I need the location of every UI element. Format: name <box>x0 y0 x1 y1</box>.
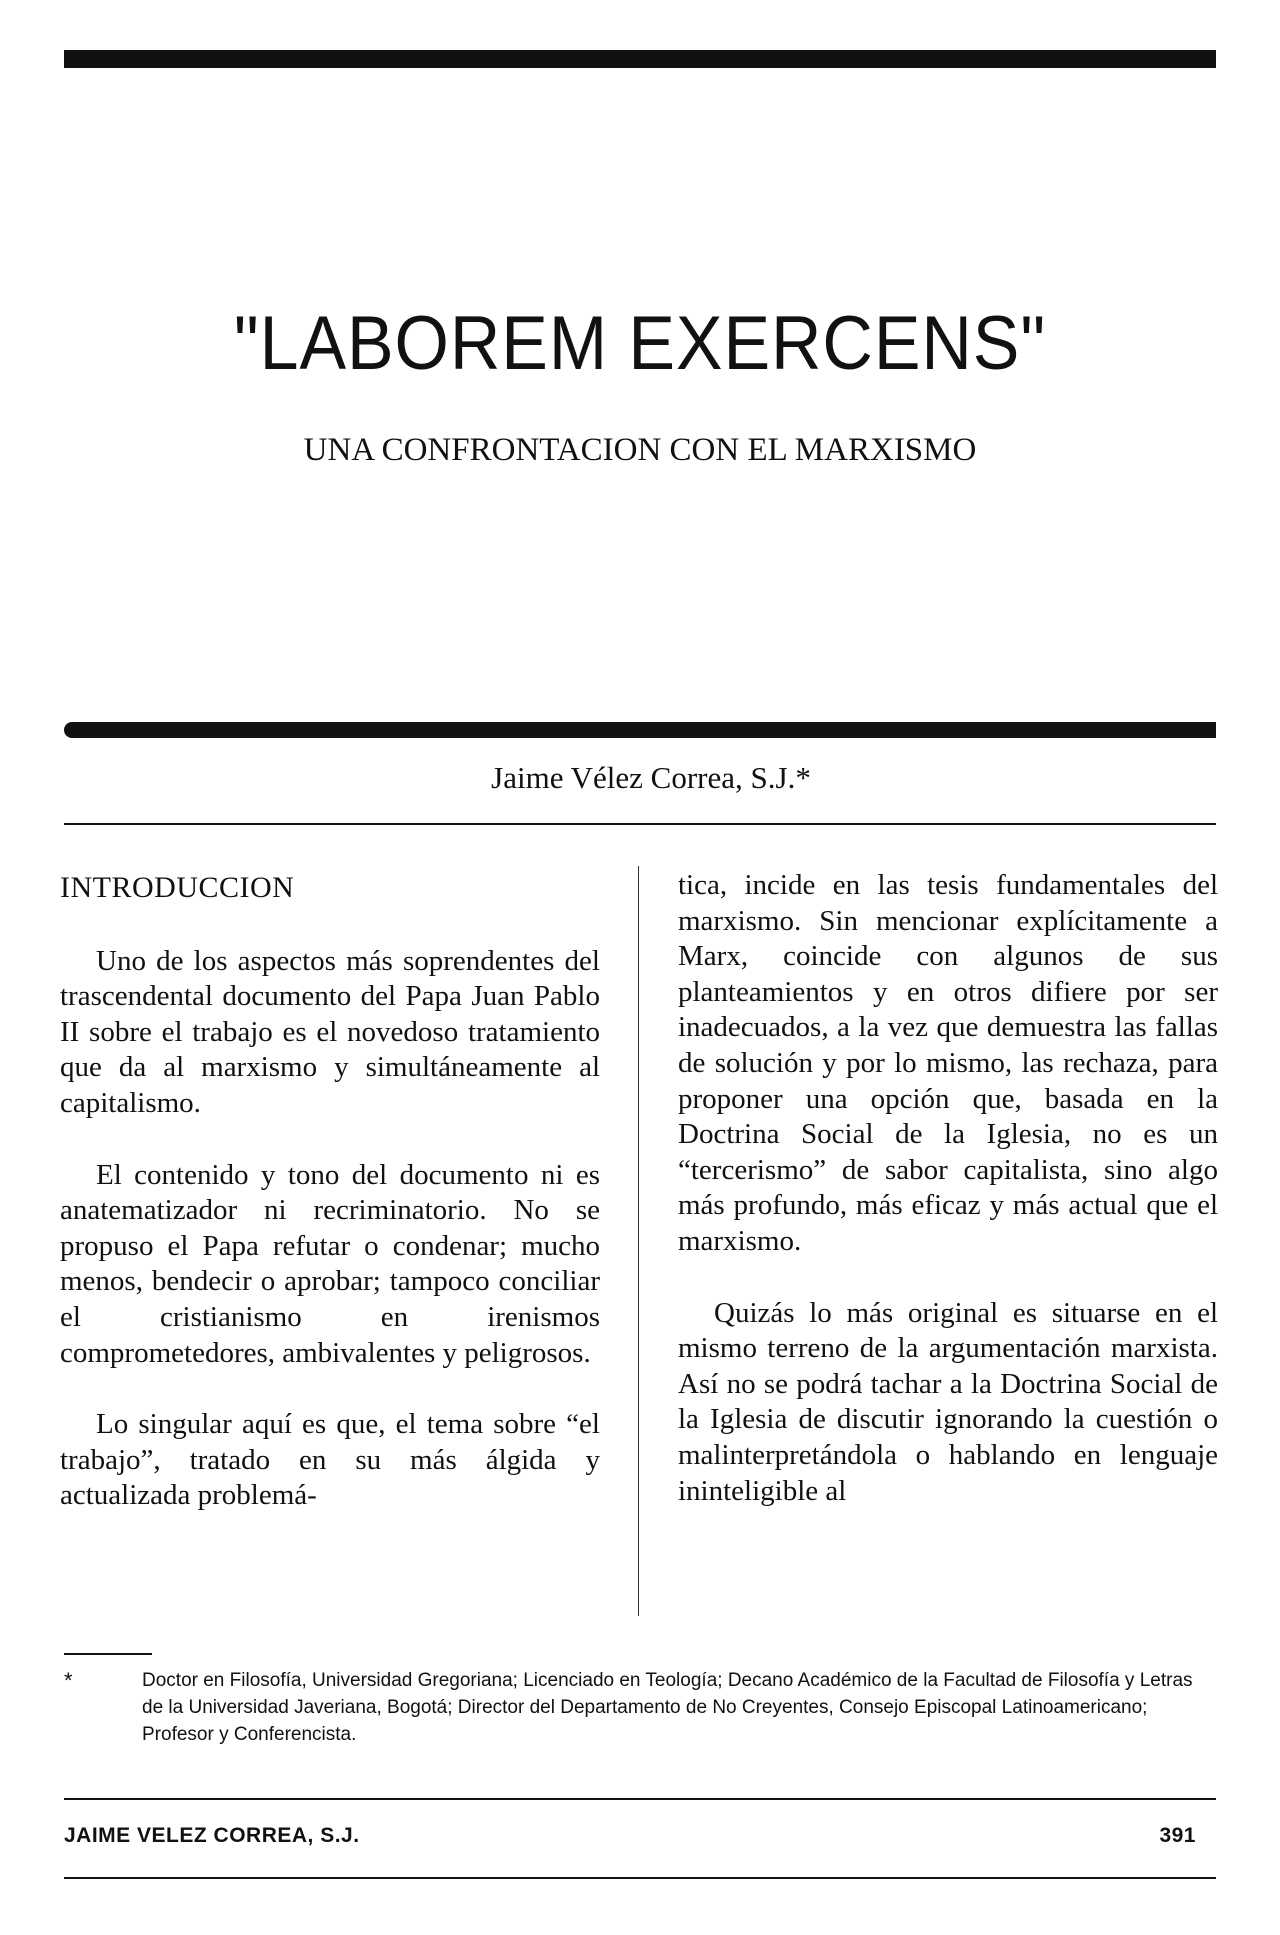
paragraph-4: Quizás lo más original es situarse en el mismo terreno de la argumentación marxista. Así no se podrá tachar a la Doctrina Social de la Iglesia de discutir ignorando la cuestión o malinterpretándola o hablando en lenguaje ininteligible al <box>678 1296 1218 1507</box>
running-head: JAIME VELEZ CORREA, S.J. <box>64 1824 360 1847</box>
footer-top-rule <box>64 1798 1216 1800</box>
top-thick-rule <box>64 50 1216 68</box>
paragraph-1: Uno de los aspectos más soprendentes del trascendental documento del Papa Juan Pablo II sobre el trabajo es el novedoso tratamiento que da al marxismo y simultáneamente al capitalismo. <box>60 944 600 1119</box>
running-footer <box>64 1824 1216 1848</box>
paragraph-3: Lo singular aquí es que, el tema sobre “el trabajo”, tratado en su más álgida y actualizada problemá- <box>60 1408 600 1512</box>
article-subtitle: UNA CONFRONTACION CON EL MARXISMO <box>303 432 977 468</box>
middle-thick-rule <box>64 722 1216 738</box>
paragraph-3-continued: tica, incide en las tesis fundamentales del marxismo. Sin mencionar explícitamente a Marx, coincide con algunos de sus planteamientos y en otros difiere por ser inadecuados, a la vez que demuestra las fallas de solución y por lo mismo, las rechaza, para proponer una opción que, basada en la Doctrina Social de la Iglesia, no es un “tercerismo” de sabor capitalista, sino algo más profundo, más eficaz y más actual que el marxismo. <box>678 869 1218 1257</box>
author-line <box>64 760 1216 796</box>
footer-bottom-rule <box>64 1877 1216 1879</box>
footnote <box>64 1667 1216 1748</box>
right-column <box>678 868 1218 1509</box>
author-underline-rule <box>64 823 1216 825</box>
column-divider <box>638 866 639 1616</box>
footnote-text: Doctor en Filosofía, Universidad Gregoriana; Licenciado en Teología; Decano Académico de la Facultad de Filosofía y Letras de la Universidad Javeriana, Bogotá; Director del Departamento de No Creyentes, Consejo Episcopal Latinoamericano; Profesor y Conferencista. <box>142 1670 1193 1745</box>
page-number: 391 <box>1159 1824 1196 1847</box>
author-name: Jaime Vélez Correa, S.J.* <box>491 760 811 795</box>
left-column <box>60 870 600 1514</box>
section-heading: INTRODUCCION <box>60 871 295 904</box>
footnote-rule <box>64 1653 152 1655</box>
paragraph-2: El contenido y tono del documento ni es anatematizador ni recriminatorio. No se propuso el Papa refutar o condenar; mucho menos, bendecir o aprobar; tampoco conciliar el cristianismo en irenismos comprometedores, ambivalentes y peligrosos. <box>60 1158 600 1369</box>
footnote-mark: * <box>64 1668 73 1693</box>
article-title: "LABOREM EXERCENS" <box>233 301 1047 386</box>
